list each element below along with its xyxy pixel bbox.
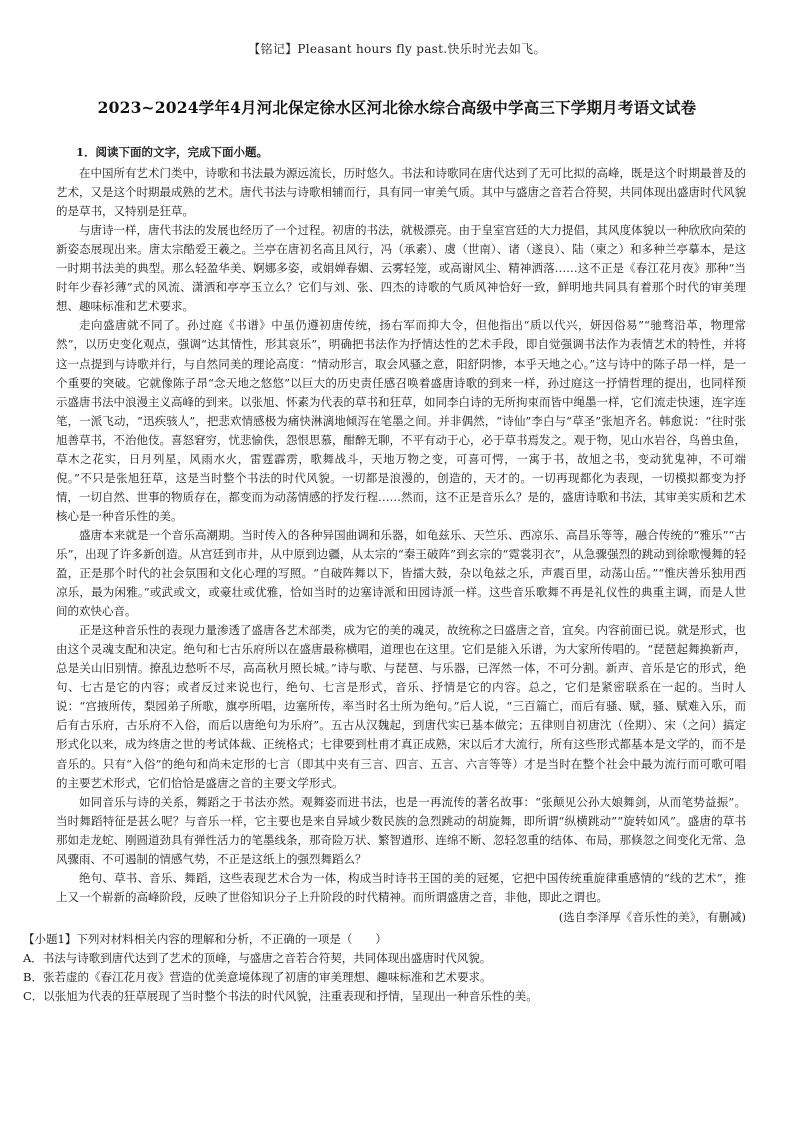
page-motto: 【铭记】Pleasant hours fly past.快乐时光去如飞。	[248, 42, 546, 56]
passage-paragraph-2: 与唐诗一样，唐代书法的发展也经历了一个过程。初唐的书法，就极漂亮。由于皇室宫廷的大力提倡，其风度体貌以一种欣欣向荣的新姿态展现出来。唐太宗酷爱王羲之。兰亭在唐初名高且风行，冯（承素）、虞（世南）、诸（遂良）、陆（柬之）和多种兰亭摹本，是这一时期书法美的典型。那么轻盈华美、婀娜多姿，或娟婵春媚、云雾轻笼，或高谢风尘、精神洒落……这不正是《春江花月夜》那种“当时年少春衫薄”式的风流、潇洒和亭亭玉立么？它们与刘、张、四杰的诗歌的气质风神恰好一致，鲜明地共同具有着那个时代的审美理想、趣味标准和艺术要求。	[56, 223, 746, 314]
option-c: C．以张旭为代表的狂草展现了当时整个书法的时代风貌，注重表现和抒情，呈现出一种音乐性的美。	[23, 989, 538, 1004]
option-a: A．书法与诗歌到唐代达到了艺术的顶峰，与盛唐之音若合符契，共同体现出盛唐时代风貌。	[23, 950, 492, 965]
passage-paragraph-3: 走向盛唐就不同了。孙过庭《书谱》中虽仍遵初唐传统，扬右军而抑大令，但他指出“质以代兴，妍因俗易”“驰骛沿革，物理常然”，以历史变化观点，强调“达其情性，形其哀乐”，明确把书法作为抒情达性的艺术手段，即自觉强调书法作为表情艺术的特性，并将这一点提到与诗歌并行，与自然同美的理论高度：“情动形言，取会风骚之意，阳舒阴惨，本乎天地之心。”这与诗中的陈子昂一样，是一个重要的突破。它就像陈子昂“念天地之悠悠”以巨大的历史责任感召唤着盛唐诗歌的到来一样，孙过庭这一抒情哲理的提出，也同样预示盛唐书法中浪漫主义高峰的到来。以张旭、怀素为代表的草书和狂草，如同李白诗的无所拘束而皆中绳墨一样，它们流走快速，连字连笔，一派飞动，“迅疾骇人”，把悲欢情感极为痛快淋漓地倾泻在笔墨之间。并非偶然，“诗仙”李白与“草圣”张旭齐名。韩愈说：“往时张旭善草书，不治他伎。喜怒窘穷，忧悲愉佚，怨恨思慕，酣醉无聊，不平有动于心，必于草书焉发之。观于物，见山水岩谷，鸟兽虫鱼，草木之花实，日月列星，风雨水火，雷霆霹雳，歌舞战斗，天地万物之变，可喜可愕，一寓于书，故旭之书，变动犹鬼神，不可端倪。”不只是张旭狂草，这是当时整个书法的时代风貌。一切都是浪漫的，创造的，天才的。一切再现都化为表现，一切模拟都变为抒情，一切自然、世事的物质存在，都变而为动荡情感的抒发行程……然而，这不正是音乐么？是的，盛唐诗歌和书法，其审美实质和艺术核心是一种音乐性的美。	[56, 318, 746, 523]
question-heading: 1．阅读下面的文字，完成下面小题。	[76, 145, 268, 159]
passage-paragraph-1: 在中国所有艺术门类中，诗歌和书法最为源远流长，历时悠久。书法和诗歌同在唐代达到了无可比拟的高峰，既是这个时期最普及的艺术，又是这个时期最成熟的艺术。唐代书法与诗歌相辅而行，具有同一审美气质。其中与盛唐之音若合符契，共同体现出盛唐时代风貌的是草书，又特别是狂草。	[56, 166, 746, 219]
document-body	[23, 143, 746, 1006]
passage-source: (选自李泽厚《音乐性的美》，有删减)	[558, 909, 746, 924]
page-title: 2023~2024学年4月河北保定徐水区河北徐水综合高级中学高三下学期月考语文试卷	[97, 98, 697, 117]
sub-question-1: 【小题1】下列对材料相关内容的理解和分析，不正确的一项是（ ）	[23, 931, 387, 946]
passage-paragraph-6: 如同音乐与诗的关系，舞蹈之于书法亦然。观舞姿而进书法，也是一再流传的著名故事：“张颠见公孙大娘舞剑，从而笔势益振”。当时舞蹈特征是甚么呢？与音乐一样，它主要也是来自异域少数民族的急烈跳动的胡旋舞，即所谓“纵横跳动”“旋转如风”。盛唐的草书那如走龙蛇、刚圆道劲具有弹性活力的笔墨线条，那奇险万状、繁智遒形、连绵不断、忽轻忽重的结体、布局，那倏忽之间变化无常、急风骤雨、不可遏制的情感气势，不正是这纸上的强烈舞蹈么？	[56, 794, 746, 866]
passage-paragraph-7: 绝句、草书、音乐、舞蹈，这些表现艺术合为一体，构成当时诗书王国的美的冠冕，它把中国传统重旋律重感情的“线的艺术”，推上又一个崭新的高峰阶段，反映了世俗知识分子上升阶段的时代精神。而所谓盛唐之音，非他，即此之谓也。	[56, 870, 746, 904]
passage-paragraph-5: 正是这种音乐性的表现力量渗透了盛唐各艺术部类，成为它的美的魂灵，故统称之曰盛唐之音，宜矣。内容前面已说。就是形式，也由这个灵魂支配和决定。绝句和七古乐府所以在盛唐最称横唱，道理也在这里。它们是能入乐谱，为大家所传唱的。“琵琶起舞换新声，总是关山旧别情。撩乱边愁听不尽，高高秋月照长城。”诗与歌、与琵琶、与乐器，已浑然一体，不可分割。新声、音乐是它的形式，绝句、七古是它的内容；或者反过来说也行，绝句、七言是形式，音乐、抒情是它的内容。总之，它们是紧密联系在一起的。当时人说：“宫掖所传，梨园弟子所歌，旗亭所唱，边塞所传，率当时名士所为绝句。”后人说，“三百篇亡，而后有骚、赋，骚、赋难入乐，而后有古乐府，古乐府不入俗，而后以唐绝句为乐府”。五古从汉魏起，到唐代实已基本做完；五律则自初唐沈（佺期）、宋（之问）搞定形式化以来，成为终唐之世的考试体裁、正统格式；七律要到杜甫才真正成熟，宋以后才大流行，所有这些形式都基本是文学的，而不是音乐的。只有“入俗”的绝句和尚未定形的七言（即其中夹有三言、四言、五言、六言等等）才是当时在整个社会中最为流行而可歌可唱的主要艺术形式，它们恰恰是盛唐之音的主要文学形式。	[56, 623, 746, 790]
option-b: B．张若虚的《春江花月夜》营造的优美意境体现了初唐的审美理想、趣味标准和艺术要求。	[23, 970, 492, 985]
passage-paragraph-4: 盛唐本来就是一个音乐高潮期。当时传入的各种异国曲调和乐器，如龟兹乐、天竺乐、西凉乐、高昌乐等等，融合传统的“雅乐”“古乐”，出现了许多新创造。从宫廷到市井，从中原到边疆，从太宗的“秦王破阵”到玄宗的“霓裳羽衣”，从急骤强烈的跳动到徐歌慢舞的轻盈，正是那个时代的社会氛围和文化心理的写照。“自破阵舞以下，皆擂大鼓，杂以龟兹之乐，声震百里，动荡山岳。”“惟庆善乐独用西凉乐，最为闲雅。”或武或文，或豪壮或优雅，恰如当时的边塞诗派和田园诗派一样。这些音乐歌舞不再是礼仪性的典重主调，而是人世间的欢快心音。	[56, 527, 746, 619]
